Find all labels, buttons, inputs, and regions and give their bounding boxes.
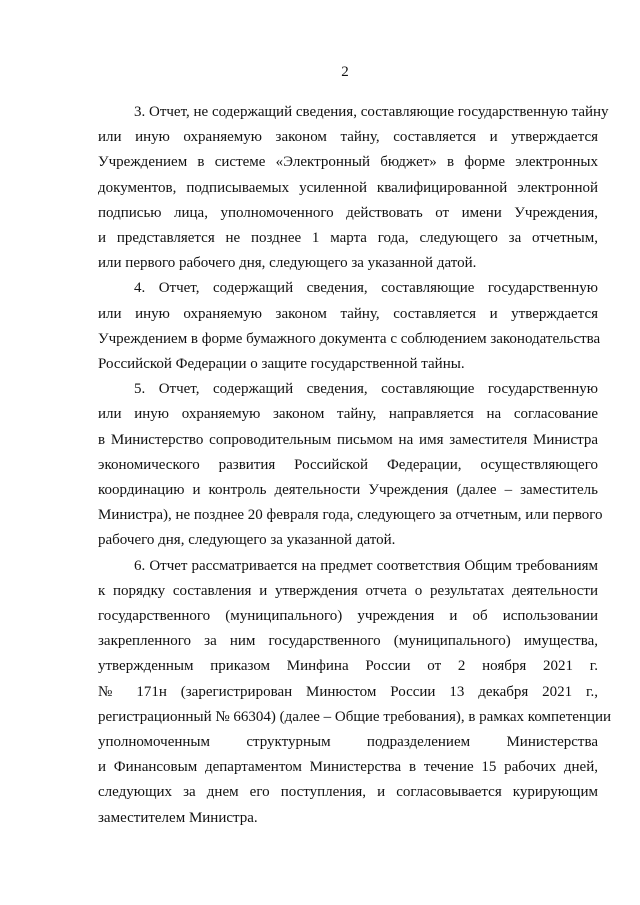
paragraph-line: следующих за днем его поступления, и согласовывается курирующим <box>98 784 598 801</box>
paragraph-line: закрепленного за ним государственного (муниципального) имущества, <box>98 633 598 650</box>
paragraph-line: в Министерство сопроводительным письмом на имя заместителя Министра <box>98 431 598 448</box>
paragraph-4 <box>98 276 601 377</box>
paragraph-line: или иную охраняемую законом тайну, составляется и утверждается <box>98 129 598 146</box>
paragraph-line: регистрационный № 66304) (далее – Общие требования), в рамках компетенции <box>98 708 612 725</box>
paragraph-line: 6. Отчет рассматривается на предмет соответствия Общим требованиям <box>134 557 598 574</box>
paragraph-line: Учреждением в форме бумажного документа с соблюдением законодательства <box>98 330 601 347</box>
paragraph-3 <box>98 100 609 276</box>
paragraph-line: 5. Отчет, содержащий сведения, составляющие государственную <box>134 381 598 398</box>
paragraph-line: или иную охраняемую законом тайну, направляется на согласование <box>98 406 598 423</box>
paragraph-line: или иную охраняемую законом тайну, составляется и утверждается <box>98 305 598 322</box>
paragraph-line: документов, подписываемых усиленной квалифицированной электронной <box>98 179 598 196</box>
paragraph-5 <box>98 377 603 553</box>
paragraph-line: 4. Отчет, содержащий сведения, составляющие государственную <box>134 280 598 297</box>
paragraph-line: Министра), не позднее 20 февраля года, следующего за отчетным, или первого <box>98 507 603 524</box>
paragraph-line: и Финансовым департаментом Министерства в течение 15 рабочих дней, <box>98 759 598 776</box>
paragraph-line: № 171н (зарегистрирован Минюстом России 13 декабря 2021 г., <box>98 683 598 700</box>
paragraph-line: Учреждением в системе «Электронный бюджет» в форме электронных <box>98 154 598 171</box>
paragraph-line: экономического развития Российской Федерации, осуществляющего <box>98 456 598 473</box>
paragraph-line: уполномоченным структурным подразделением Министерства <box>98 734 598 751</box>
page-number: 2 <box>341 64 349 80</box>
paragraph-line: утвержденным приказом Минфина России от 2 ноября 2021 г. <box>98 658 598 675</box>
paragraph-line: к порядку составления и утверждения отчета о результатах деятельности <box>98 582 598 599</box>
paragraph-line: 3. Отчет, не содержащий сведения, составляющие государственную тайну <box>134 104 609 120</box>
paragraph-line: или первого рабочего дня, следующего за указанной датой. <box>98 255 477 272</box>
paragraph-line: государственного (муниципального) учреждения и об использовании <box>98 608 598 625</box>
paragraph-line: координацию и контроль деятельности Учреждения (далее – заместитель <box>98 482 598 499</box>
document-body <box>98 100 612 831</box>
paragraph-6 <box>98 554 612 831</box>
paragraph-line: рабочего дня, следующего за указанной датой. <box>98 532 396 549</box>
paragraph-line: подписью лица, уполномоченного действовать от имени Учреждения, <box>98 204 598 221</box>
paragraph-line: Российской Федерации о защите государственной тайны. <box>98 356 465 373</box>
paragraph-line: заместителем Министра. <box>98 809 258 826</box>
paragraph-line: и представляется не позднее 1 марта года, следующего за отчетным, <box>98 230 598 247</box>
